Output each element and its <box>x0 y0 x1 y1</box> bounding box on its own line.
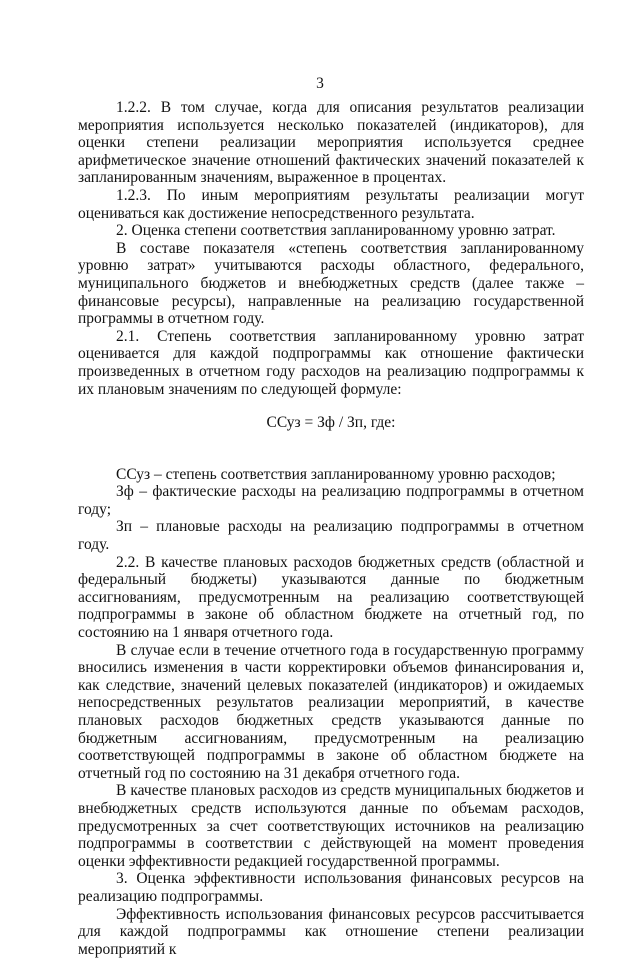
paragraph-2-2: 2.2. В качестве плановых расходов бюджетных средств (областной и федеральный бюджеты) указываются данные по бюджетным ассигнованиям, предусмотренным на реализацию соответствующей подпрограммы в законе об областном бюджете на отчетный год, по состоянию на 1 января отчетного года. <box>78 553 584 642</box>
section-3-heading: 3. Оценка эффективности использования финансовых ресурсов на реализацию подпрограммы. <box>78 870 584 905</box>
formula: ССуз = Зф / Зп, где: <box>266 414 396 432</box>
definition-zf: Зф – фактические расходы на реализацию подпрограммы в отчетном году; <box>78 483 584 518</box>
paragraph-1-2-2: 1.2.2. В том случае, когда для описания результатов реализации мероприятия используется несколько показателей (индикаторов), для оценки степени реализации мероприятия используется среднее арифметическое значение отношений фактических значений показателей к запланированным значениям, выраженное в процентах. <box>78 99 584 187</box>
paragraph-cost-composition: В составе показателя «степень соответствия запланированному уровню затрат» учитываются расходы областного, федерального, муниципального бюджетов и внебюджетных средств (далее также – финансовые ресурсы), направленные на реализацию государственной программы в отчетном году. <box>78 239 584 328</box>
paragraph-municipal-budgets: В качестве плановых расходов из средств муниципальных бюджетов и внебюджетных средств используются данные по объемам расходов, предусмотренных за счет соответствующих источников на реализацию подпрограммы в соответствии с действующей на момент проведения оценки эффективности редакцией государственной программы. <box>78 782 584 870</box>
document-body <box>78 99 584 958</box>
definition-ssuz: ССуз – степень соответствия запланированному уровню расходов; <box>116 465 556 483</box>
definition-zp: Зп – плановые расходы на реализацию подпрограммы в отчетном году. <box>78 518 584 554</box>
page-number: 3 <box>316 75 324 92</box>
paragraph-budget-changes: В случае если в течение отчетного года в государственную программу вносились изменения в части корректировки объемов финансирования и, как следствие, значений целевых показателей (индикаторов) и ожидаемых непосредственных результатов реализации мероприятий, в качестве плановых расходов бюджетных средств указываются данные по бюджетным ассигнованиям, предусмотренным на реализацию соответствующей подпрограммы в законе об областном бюджете на отчетный год по состоянию на 31 декабря отчетного года. <box>78 641 584 782</box>
paragraph-1-2-3: 1.2.3. По иным мероприятиям результаты реализации могут оцениваться как достижение непосредственного результата. <box>78 186 584 222</box>
paragraph-efficiency: Эффективность использования финансовых ресурсов рассчитывается для каждой подпрограммы как отношение степени реализации мероприятий к <box>78 905 584 958</box>
section-2-heading: 2. Оценка степени соответствия запланированному уровню затрат. <box>116 222 556 240</box>
paragraph-2-1: 2.1. Степень соответствия запланированному уровню затрат оценивается для каждой подпрограммы как отношение фактически произведенных в отчетном году расходов на реализацию подпрограммы к их плановым значениям по следующей формуле: <box>78 327 584 398</box>
